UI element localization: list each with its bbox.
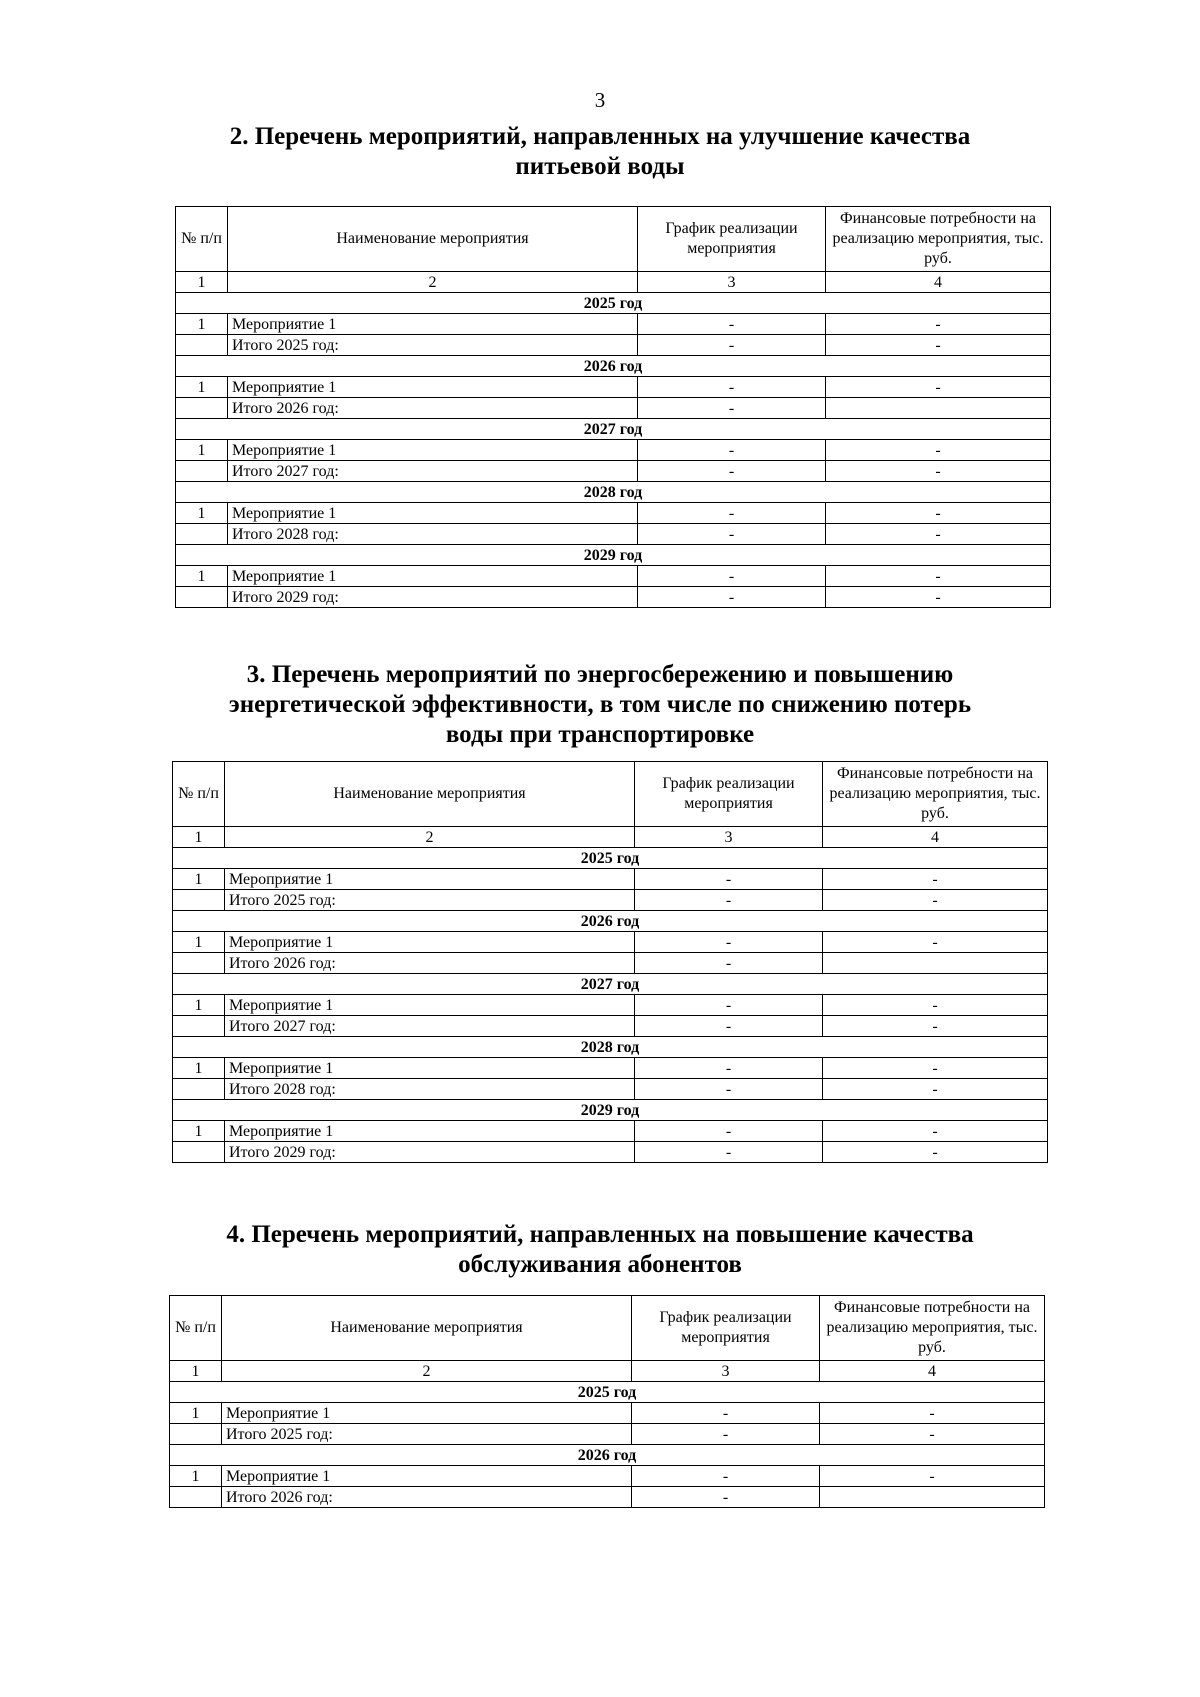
item-schedule: - [635, 932, 823, 953]
total-row [173, 953, 1048, 974]
title-line: обслуживания абонентов [458, 1251, 742, 1278]
header-schedule: График реализации мероприятия [638, 207, 826, 272]
year-row [173, 848, 1048, 869]
item-number: 1 [176, 440, 228, 461]
section-3-table [172, 761, 1048, 1163]
total-finance: - [826, 335, 1051, 356]
section-2-table [175, 206, 1051, 608]
total-schedule: - [635, 1142, 823, 1163]
total-label: Итого 2028 год: [228, 524, 638, 545]
table-row [173, 995, 1048, 1016]
header-number: № п/п [170, 1296, 222, 1361]
item-schedule: - [632, 1403, 820, 1424]
section-4-title [200, 1220, 1000, 1280]
item-name: Мероприятие 1 [225, 869, 635, 890]
item-schedule: - [638, 440, 826, 461]
header-schedule: График реализации мероприятия [632, 1296, 820, 1361]
table-row [176, 440, 1051, 461]
year-row [170, 1445, 1045, 1466]
section-3-title [200, 660, 1000, 750]
year-row [173, 974, 1048, 995]
column-number: 3 [635, 827, 823, 848]
item-number: 1 [176, 503, 228, 524]
year-row [176, 293, 1051, 314]
year-label: 2025 год [173, 848, 1048, 869]
total-finance: - [820, 1424, 1045, 1445]
empty-cell [173, 1079, 225, 1100]
item-name: Мероприятие 1 [228, 314, 638, 335]
empty-cell [176, 524, 228, 545]
header-finance: Финансовые потребности на реализацию мероприятия, тыс. руб. [820, 1296, 1045, 1361]
item-number: 1 [173, 869, 225, 890]
title-line: питьевой воды [515, 153, 685, 180]
table-row [173, 869, 1048, 890]
header-number: № п/п [176, 207, 228, 272]
year-row [176, 545, 1051, 566]
table-row [173, 1121, 1048, 1142]
item-number: 1 [170, 1403, 222, 1424]
total-schedule: - [632, 1424, 820, 1445]
item-schedule: - [635, 869, 823, 890]
table-row [176, 503, 1051, 524]
total-label: Итого 2026 год: [222, 1487, 632, 1508]
total-label: Итого 2025 год: [222, 1424, 632, 1445]
empty-cell [176, 461, 228, 482]
header-schedule: График реализации мероприятия [635, 762, 823, 827]
item-name: Мероприятие 1 [228, 440, 638, 461]
total-row [176, 587, 1051, 608]
table-row [176, 377, 1051, 398]
column-number: 2 [228, 272, 638, 293]
item-finance: - [823, 869, 1048, 890]
total-label: Итого 2028 год: [225, 1079, 635, 1100]
item-finance: - [820, 1466, 1045, 1487]
header-name: Наименование мероприятия [225, 762, 635, 827]
item-finance: - [826, 503, 1051, 524]
year-label: 2029 год [173, 1100, 1048, 1121]
year-row [176, 482, 1051, 503]
year-row [170, 1382, 1045, 1403]
table-row [176, 566, 1051, 587]
column-number: 1 [176, 272, 228, 293]
column-number-row [173, 827, 1048, 848]
column-number: 1 [170, 1361, 222, 1382]
item-name: Мероприятие 1 [225, 1121, 635, 1142]
header-row [173, 762, 1048, 827]
column-number: 2 [222, 1361, 632, 1382]
total-finance: - [823, 890, 1048, 911]
total-row [173, 1016, 1048, 1037]
item-schedule: - [638, 566, 826, 587]
column-number: 4 [820, 1361, 1045, 1382]
item-finance: - [826, 566, 1051, 587]
empty-cell [173, 1016, 225, 1037]
year-row [173, 911, 1048, 932]
total-label: Итого 2029 год: [225, 1142, 635, 1163]
total-schedule: - [638, 524, 826, 545]
title-line: энергетической эффективности, в том числе по снижению потерь [228, 691, 972, 718]
item-schedule: - [635, 1058, 823, 1079]
total-finance: - [826, 587, 1051, 608]
empty-cell [176, 398, 228, 419]
total-finance: - [826, 524, 1051, 545]
item-schedule: - [635, 995, 823, 1016]
year-label: 2028 год [176, 482, 1051, 503]
total-row [170, 1424, 1045, 1445]
title-line: 2. Перечень мероприятий, направленных на улучшение качества [229, 123, 971, 150]
empty-cell [173, 953, 225, 974]
total-finance [820, 1487, 1045, 1508]
empty-cell [170, 1424, 222, 1445]
total-schedule: - [635, 890, 823, 911]
item-name: Мероприятие 1 [228, 503, 638, 524]
table-row [176, 314, 1051, 335]
total-schedule: - [635, 1016, 823, 1037]
year-row [173, 1100, 1048, 1121]
total-schedule: - [632, 1487, 820, 1508]
item-name: Мероприятие 1 [222, 1466, 632, 1487]
item-name: Мероприятие 1 [222, 1403, 632, 1424]
item-finance: - [823, 932, 1048, 953]
item-schedule: - [638, 377, 826, 398]
column-number-row [176, 272, 1051, 293]
column-number-row [170, 1361, 1045, 1382]
year-label: 2027 год [176, 419, 1051, 440]
item-finance: - [826, 440, 1051, 461]
item-schedule: - [638, 503, 826, 524]
total-schedule: - [638, 461, 826, 482]
column-number: 1 [173, 827, 225, 848]
total-label: Итого 2025 год: [225, 890, 635, 911]
table-row [173, 1058, 1048, 1079]
header-name: Наименование мероприятия [222, 1296, 632, 1361]
total-row [176, 335, 1051, 356]
title-line: воды при транспортировке [445, 721, 755, 748]
header-name: Наименование мероприятия [228, 207, 638, 272]
item-schedule: - [638, 314, 826, 335]
empty-cell [176, 335, 228, 356]
total-finance: - [826, 461, 1051, 482]
title-line: 3. Перечень мероприятий по энергосбережению и повышению [246, 661, 954, 688]
empty-cell [170, 1487, 222, 1508]
item-finance: - [826, 314, 1051, 335]
item-name: Мероприятие 1 [225, 1058, 635, 1079]
table-row [173, 932, 1048, 953]
item-name: Мероприятие 1 [225, 932, 635, 953]
total-schedule: - [638, 335, 826, 356]
year-label: 2028 год [173, 1037, 1048, 1058]
total-label: Итого 2027 год: [228, 461, 638, 482]
item-name: Мероприятие 1 [228, 377, 638, 398]
year-label: 2026 год [170, 1445, 1045, 1466]
total-label: Итого 2027 год: [225, 1016, 635, 1037]
item-number: 1 [173, 932, 225, 953]
header-number: № п/п [173, 762, 225, 827]
total-label: Итого 2025 год: [228, 335, 638, 356]
year-label: 2026 год [176, 356, 1051, 377]
column-number: 2 [225, 827, 635, 848]
section-2-title [200, 122, 1000, 182]
item-finance: - [823, 1058, 1048, 1079]
total-row [176, 398, 1051, 419]
total-row [173, 1142, 1048, 1163]
year-label: 2025 год [170, 1382, 1045, 1403]
total-finance [826, 398, 1051, 419]
column-number: 3 [638, 272, 826, 293]
total-finance: - [823, 1079, 1048, 1100]
title-line: 4. Перечень мероприятий, направленных на повышение качества [226, 1221, 974, 1248]
page-number: 3 [594, 88, 606, 112]
section-4-table [169, 1295, 1045, 1508]
item-name: Мероприятие 1 [225, 995, 635, 1016]
item-number: 1 [176, 566, 228, 587]
column-number: 4 [823, 827, 1048, 848]
item-number: 1 [170, 1466, 222, 1487]
header-finance: Финансовые потребности на реализацию мероприятия, тыс. руб. [826, 207, 1051, 272]
year-row [173, 1037, 1048, 1058]
year-row [176, 419, 1051, 440]
total-label: Итого 2026 год: [225, 953, 635, 974]
total-schedule: - [635, 1079, 823, 1100]
empty-cell [173, 1142, 225, 1163]
item-schedule: - [632, 1466, 820, 1487]
year-label: 2029 год [176, 545, 1051, 566]
total-schedule: - [638, 398, 826, 419]
total-finance: - [823, 1016, 1048, 1037]
year-label: 2027 год [173, 974, 1048, 995]
total-row [176, 524, 1051, 545]
item-finance: - [823, 995, 1048, 1016]
item-number: 1 [173, 1121, 225, 1142]
item-finance: - [820, 1403, 1045, 1424]
year-label: 2026 год [173, 911, 1048, 932]
empty-cell [176, 587, 228, 608]
item-schedule: - [635, 1121, 823, 1142]
total-schedule: - [635, 953, 823, 974]
table-row [170, 1466, 1045, 1487]
header-row [176, 207, 1051, 272]
item-number: 1 [176, 377, 228, 398]
item-number: 1 [173, 995, 225, 1016]
item-finance: - [823, 1121, 1048, 1142]
header-finance: Финансовые потребности на реализацию мероприятия, тыс. руб. [823, 762, 1048, 827]
header-row [170, 1296, 1045, 1361]
empty-cell [173, 890, 225, 911]
year-label: 2025 год [176, 293, 1051, 314]
item-finance: - [826, 377, 1051, 398]
total-finance: - [823, 1142, 1048, 1163]
total-finance [823, 953, 1048, 974]
table-row [170, 1403, 1045, 1424]
item-number: 1 [176, 314, 228, 335]
total-row [173, 1079, 1048, 1100]
total-row [170, 1487, 1045, 1508]
year-row [176, 356, 1051, 377]
total-label: Итого 2029 год: [228, 587, 638, 608]
total-schedule: - [638, 587, 826, 608]
column-number: 4 [826, 272, 1051, 293]
total-row [173, 890, 1048, 911]
total-row [176, 461, 1051, 482]
column-number: 3 [632, 1361, 820, 1382]
item-number: 1 [173, 1058, 225, 1079]
item-name: Мероприятие 1 [228, 566, 638, 587]
total-label: Итого 2026 год: [228, 398, 638, 419]
